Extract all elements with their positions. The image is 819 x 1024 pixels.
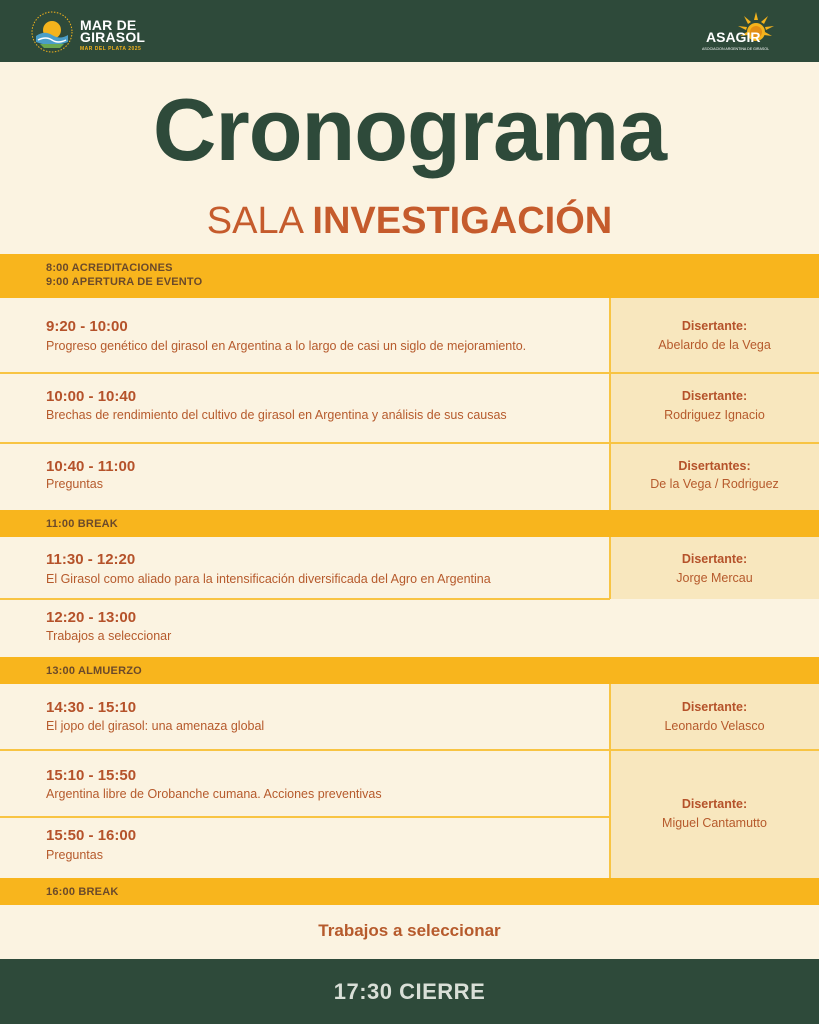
speaker-label: Disertante: xyxy=(681,389,748,403)
speaker-name: Abelardo de la Vega xyxy=(658,338,771,352)
column-divider xyxy=(609,537,611,599)
break-band xyxy=(0,510,819,537)
session-description: Preguntas xyxy=(46,477,103,491)
lunch-band xyxy=(0,657,819,684)
session-description: Trabajos a seleccionar xyxy=(46,629,172,643)
logo-line3: MAR DEL PLATA 2025 xyxy=(80,46,142,52)
header-bar xyxy=(0,0,819,62)
row-divider xyxy=(0,598,610,600)
opening-event: 9:00 APERTURA DE EVENTO xyxy=(46,276,203,288)
row-divider xyxy=(0,372,819,374)
session-description: El Girasol como aliado para la intensificación diversificada del Agro en Argentina xyxy=(46,572,491,586)
speaker-name: De la Vega / Rodriguez xyxy=(650,477,779,491)
asagir-logo xyxy=(700,10,790,54)
session-description: Progreso genético del girasol en Argentina a lo largo de casi un siglo de mejoramiento. xyxy=(46,339,527,353)
session-description: Brechas de rendimiento del cultivo de girasol en Argentina y análisis de sus causas xyxy=(46,408,507,422)
sunflower-logo-icon xyxy=(30,10,74,54)
speaker-name: Rodriguez Ignacio xyxy=(664,408,765,422)
speaker-label: Disertante: xyxy=(681,552,748,566)
session-time: 14:30 - 15:10 xyxy=(46,699,137,716)
asagir-name: ASAGIR xyxy=(706,29,761,45)
speaker-label: Disertante: xyxy=(681,797,748,811)
opening-band xyxy=(0,254,819,298)
room-title xyxy=(0,198,819,244)
speaker-column xyxy=(610,537,819,599)
row-divider xyxy=(0,816,610,818)
break-label: 11:00 BREAK xyxy=(46,518,118,530)
mar-de-girasol-logo xyxy=(30,10,150,54)
speaker-name: Leonardo Velasco xyxy=(664,719,765,733)
speaker-name: Jorge Mercau xyxy=(676,571,753,585)
session-time: 15:10 - 15:50 xyxy=(46,767,137,784)
row-divider xyxy=(0,749,819,751)
session-description: Argentina libre de Orobanche cumana. Acciones preventivas xyxy=(46,787,382,801)
session-time: 10:00 - 10:40 xyxy=(46,388,137,405)
opening-accreditation: 8:00 ACREDITACIONES xyxy=(46,262,173,274)
session-time: 12:20 - 13:00 xyxy=(46,609,137,626)
lunch-label: 13:00 ALMUERZO xyxy=(46,665,142,677)
session-description: Preguntas xyxy=(46,848,103,862)
footer-bar xyxy=(0,959,819,1024)
session-time: 15:50 - 16:00 xyxy=(46,827,137,844)
session-description: El jopo del girasol: una amenaza global xyxy=(46,719,265,733)
row-divider xyxy=(0,442,819,444)
asagir-subtitle: ASOCIACION ARGENTINA DE GIRASOL xyxy=(702,47,770,51)
closing-label: 17:30 CIERRE xyxy=(333,979,486,1004)
session-time: 9:20 - 10:00 xyxy=(46,318,128,335)
speaker-name: Miguel Cantamutto xyxy=(662,816,767,830)
room-prefix: SALA xyxy=(206,200,302,242)
final-session: Trabajos a seleccionar xyxy=(318,921,501,940)
room-name: INVESTIGACIÓN xyxy=(312,200,613,242)
break-label: 16:00 BREAK xyxy=(46,886,119,898)
session-time: 11:30 - 12:20 xyxy=(46,551,136,568)
page-title: Cronograma xyxy=(152,80,667,179)
logo-line1: MAR DE xyxy=(80,17,137,33)
logo-line2: GIRASOL xyxy=(80,29,146,45)
speaker-label: Disertante: xyxy=(681,319,748,333)
break-band xyxy=(0,878,819,905)
speaker-label: Disertante: xyxy=(681,700,748,714)
speaker-label: Disertantes: xyxy=(678,459,751,473)
session-time: 10:40 - 11:00 xyxy=(46,458,136,475)
